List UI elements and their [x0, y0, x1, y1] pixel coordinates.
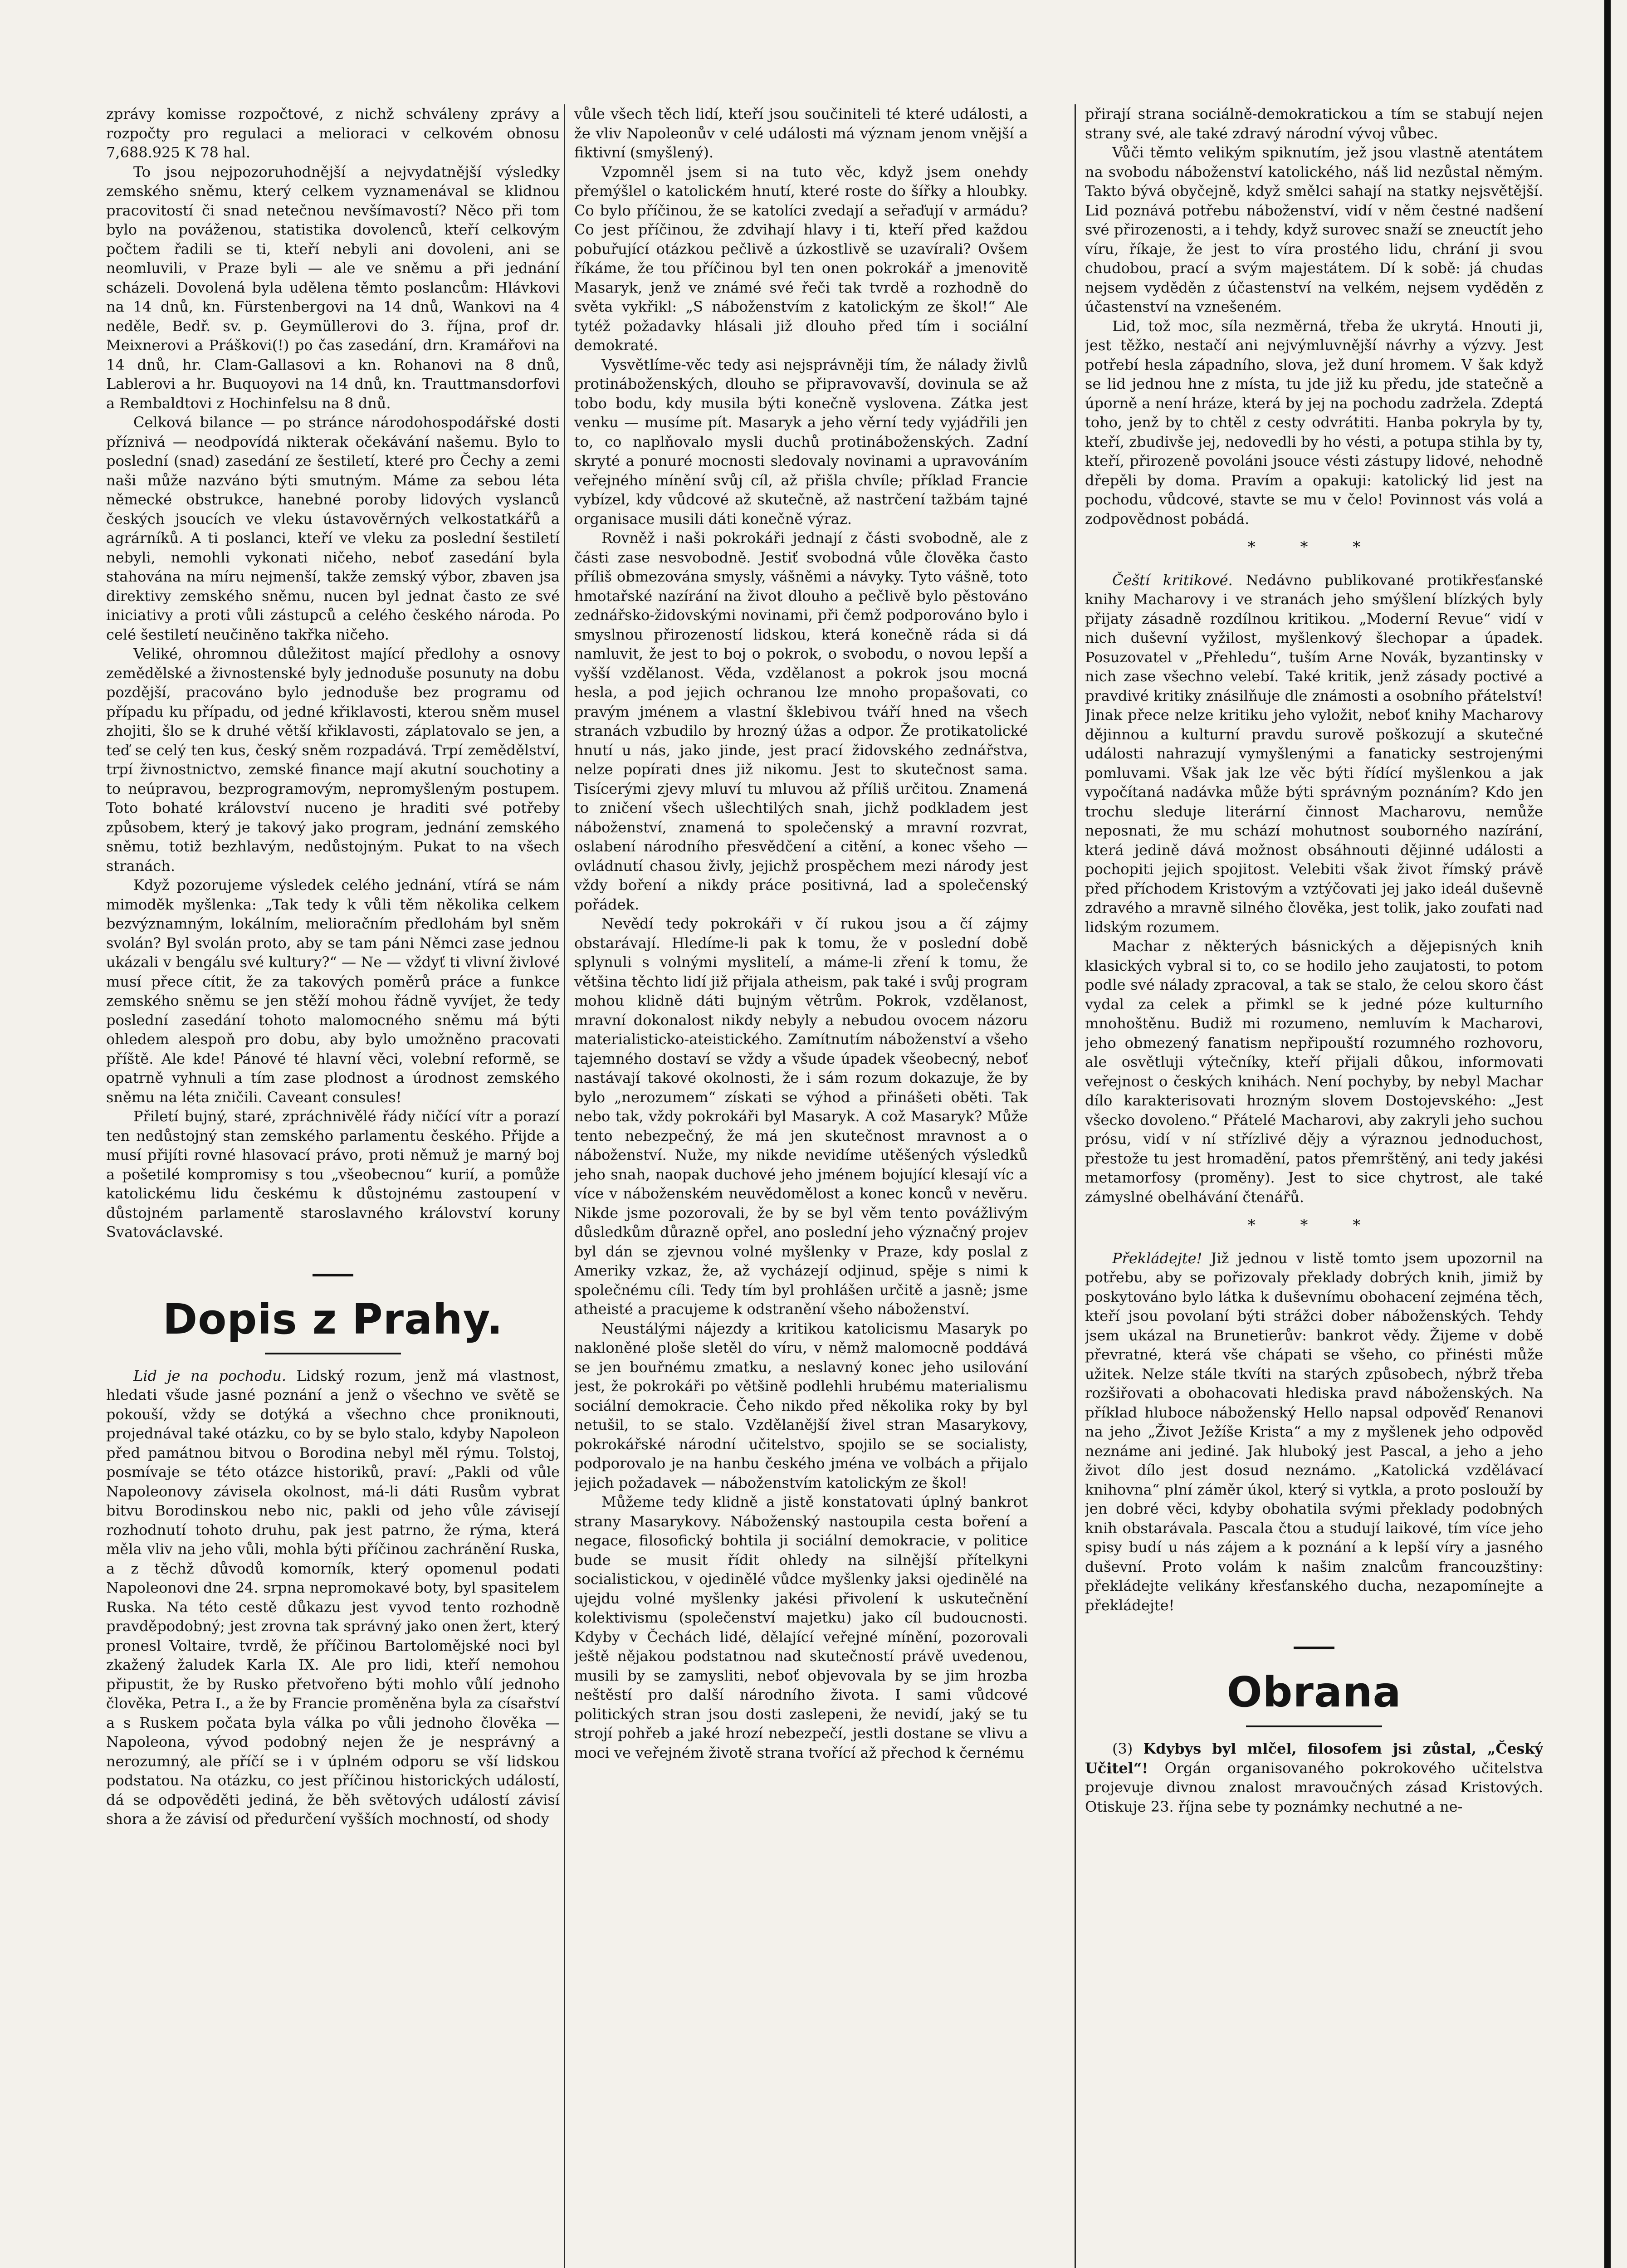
paragraph: Veliké, ohromnou důležitost mající předlohy a osnovy zemědělské a živnostenské byly jednoduše posunuty na dobu pozdější, pracováno bylo jednoduše bez programu od případu ku případu, od jedné křiklavosti, kterou sněm musel zhojiti, šlo se k druhé větší křiklavosti, záplatovalo se jen, a teď se celý ten kus, český sněm rozpadává. Trpí zemědělství, trpí živnostnictvo, zemské finance mají akutní souchotiny a to neúpravou, bezprogramovým, nepromyšleným postupem. Toto bohaté království nuceno je hraditi své potřeby způsobem, který je takový jako program, jednání zemského sněmu, totiž bezhlavým, nedůstojným. Pukat to na všech stranách.	[106, 645, 560, 875]
section-lead: Překládejte!	[1112, 1249, 1202, 1267]
heading-underline	[265, 1353, 401, 1354]
section-divider	[1294, 1647, 1334, 1649]
item-number: (3)	[1112, 1740, 1133, 1757]
column-middle	[574, 104, 1028, 2268]
paragraph: Celková bilance — po stránce národohospodářské dosti příznivá — neodpovídá nikterak očekávání našemu. Bylo to poslední (snad) zasedání ze šestiletí, které pro Čechy a zemi naši může nazváno býti smutným. Máme za sebou léta německé obstrukce, hanebné poroby lidových vyslanců českých jsoucích ve vleku ústavověrných velkostatkářů a agrárníků. A ti poslanci, kteří ve vleku za poslední šestiletí nebyli, nemohli vykonati ničeho, neboť zasedání byla stahována na míru nejmenší, takže zemský výbor, zbaven jsa direktivy zemského sněmu, nucen byl jednat často ze své iniciativy a proti vůli zástupců a celého českého národa. Po celé šestiletí neučiněno takřka ničeho.	[106, 414, 560, 643]
column-right	[1085, 104, 1543, 2268]
paragraph: přirají strana sociálně-demokratickou a tím se stabují nejen strany své, ale také zdravý národní vývoj vůbec.	[1085, 105, 1543, 142]
paragraph: Nedávno publikované protikřesťanské knihy Macharovy i ve stranách jeho smýšlení blízkých byly přijaty zásadně rozdílnou kritikou. „Moderní Revue“ vidí v nich duševní vyžilost, myšlenkový šlechopar a úpadek. Posuzovatel v „Přehledu“, tuším Arne Novák, byzantinsky v nich zase všechno velebí. Také kritik, jenž zásady poctivé a pravdivé kritiky znásilňuje dle známosti a osobního přátelství! Jinak přece nelze kritiku jeho vyložit, neboť knihy Macharovy dějinnou a kulturní pravdu surově poškozují a skutečné události nahrazují vymyšlenými a fanaticky sestrojenými pomluvami. Však jak lze věc býti řídící myšlenkou a jak vypočítaná nadávka může býti správným poznáním? Kdo jen trochu sleduje literární činnost Macharovu, nemůže neposnati, že mu schází mohutnost souborného nazírání, která jedině dává možnost obsáhnouti dějinné události a pochopiti jejich spojitost. Velebiti však život římský právě před příchodem Kristovým a vztýčovati jej jako ideál duševně zdravého a mravně silného člověka, jest tolik, jako zoufati nad lidským rozumem.	[1085, 571, 1543, 936]
paragraph: vůle všech těch lidí, kteří jsou součiniteli té které události, a že vliv Napoleonův v celé události má význam jenom vnější a fiktivní (smyšlený).	[574, 105, 1028, 161]
paragraph: Vůči těmto velikým spiknutím, jež jsou vlastně atentátem na svobodu náboženství katolického, náš lid nezůstal němým. Takto bývá obyčejně, když smělci sahají na statky nejsvětější. Lid poznává potřebu náboženství, vidí v něm čestné nadšení své přirozenosti, a i tehdy, když surovec snaží se zneuctít jeho víru, říkaje, že jest to víra prostého lidu, chrání ji svou chudobou, prací a svým majestátem. Dí k sobě: já chudas nejsem vyděděn z účastenství na velkém, nejsem vyděděn z účastenství na vznešeném.	[1085, 144, 1543, 315]
section-divider	[313, 1274, 353, 1276]
section-lead: Čeští kritikové.	[1112, 571, 1233, 589]
paragraph: Když pozorujeme výsledek celého jednání, vtírá se nám mimoděk myšlenka: „Tak tedy k vůli těm několika celkem bezvýznamným, lokálním, melioračním předlohám byl sněm svolán? Byl svolán proto, aby se tam páni Němci zase jednou ukázali v bengálu své kultury?“ — Ne — vždyť ti vlivní živlové musí přece cítit, že za takových poměrů práce a funkce zemského sněmu se jen stěží mohou řádně vyvíjet, že tedy poslední zasedání tohoto malomocného sněmu má býti ohledem alespoň pro dobu, aby bylo umožněno pracovati příště. Ale kde! Pánové té hlavní věci, volební reformě, se opatrně vyhnuli a tím zase plodnost a úrodnost zemského sněmu na léta zničili. Caveant consules!	[106, 876, 560, 1106]
section-stars: * * *	[1247, 1216, 1381, 1234]
paragraph: Přiletí bujný, staré, zpráchnivělé řády ničící vítr a porazí ten nedůstojný stan zemského parlamentu českého. Přijde a musí přijíti rovné hlasovací právo, proti němuž je marný boj a pošetilé kompromisy s tou „všeobecnou“ kurií, a pomůže katolickému lidu českému k důstojnému zastoupení v důstojném parlamentě staroslavného království koruny Svatováclavské.	[106, 1108, 560, 1241]
paragraph: Nevědí tedy pokrokáři v čí rukou jsou a čí zájmy obstarávají. Hledíme-li pak k tomu, že v poslední době splynuli s volnými myslitelí, a máme-li zření k tomu, že většina těchto lidí již přijala atheism, pak také i svůj program mohou klidně dáti bujným větrům. Pokrok, vzdělanost, mravní dokonalost nikdy nebyly a nebudou ovocem názoru materialisticko-ateistického. Zamítnutím náboženství a všeho tajemného dostaví se vždy a všude úpadek všeobecný, neboť nastávají takové okolnosti, že i sám rozum dokazuje, že by bylo „nerozumem“ získati se výhod a přinášeti oběti. Tak nebo tak, vždy pokrokáři byl Masaryk. A což Masaryk? Může tento nebezpečný, že má jen skutečnost mravnost a o náboženství. Nuže, my nikde nevidíme utěšených výsledků jeho snah, naopak duchové jeho jménem bojující klesají víc a více v náboženském neuvědomělost a konec konců v nevěru. Nikde jsme pozorovali, že by se byl věm tento povážlivým důsledkům důrazně opřel, ano poslední jeho význačný projev byl dán se zjevnou volné myšlenky v Praze, kdy poslal z Ameriky vzkaz, že, až vycházejí odjinud, spěje s nimi k společnému cíli. Tedy tím byl prohlášen určitě a jasně; jsme atheisté a pracujeme k odstranění všeho náboženství.	[574, 915, 1028, 1318]
article-lead: Lid je na pochodu.	[133, 1367, 287, 1384]
paragraph: Již jednou v listě tomto jsem upozornil na potřebu, aby se pořizovaly překlady dobrých knih, jimiž by poskytováno bylo látka k duševnímu obohacení zejména těch, kteří jsou povolaní býti strážci dober náboženských. Tehdy jsem ukázal na Brunetierův: bankrot vědy. Žijeme v době převratné, která vše chápati se všeho, co přinésti může užitek. Nelze stále tkvíti na starých způsobech, nýbrž třeba rozšiřovati a obohacovati hlediska pravd náboženských. Na příklad hluboce náboženský Hello napsal odpověď Renanovi na jeho „Život Ježíše Krista“ a my z myšlenek jeho odpověď neznáme ani jediné. Jak hluboký jest Pascal, a jeho a jeho život dílo jest dosud neznámo. „Katolická vzdělávací knihovna“ plní záměr úkol, který si vytkla, a proto poslouží by jen dobré věci, kdyby obohatila svými překlady podobných knih obstarávala. Pascala čtou a studují laikové, tím více jeho spisy budí u nás zájem a k poznání a k lepší víry a jasného duševní. Proto volám k našim znalcům francouzštiny: překládejte velikány křesťanského ducha, nezapomínejte a překládejte!	[1085, 1249, 1543, 1614]
paragraph: Lidský rozum, jenž má vlastnost, hledati všude jasné poznání a jenž o všechno ve světě se pokouší, vždy se dotýká a všechno chce proniknouti, projednával také otázku, co by se bylo stalo, kdyby Napoleon před památnou bitvou o Borodina nebyl měl rýmu. Tolstoj, posmívaje se této otázce historiků, praví: „Pakli od vůle Napoleonovy závisela okolnost, má-li dáti Rusům vybrat bitvu Borodinskou nebo nic, pakli od jeho vůle závisejí rozhodnutí tohoto druhu, pak jest patrno, že rýma, která měla vliv na jeho vůli, mohla býti příčinou zachránění Ruska, a z těchž důvodů komorník, který opomenul podati Napoleonovi dne 24. srpna nepromokavé boty, byl spasitelem Ruska. Na této cestě důkazu jest vyvod tento rozhodně pravděpodobný; jest zrovna tak správný jako onen žert, který pronesl Voltaire, tvrdě, že příčinou Bartolomějské noci byl zkažený žaludek Karla IX. Ale pro lidi, kteří nemohou připustit, že by Rusko přetvořeno býti mohlo vůlí jednoho člověka, Petra I., a že by Francie proměněna byla za císařství a s Ruskem počata byla válka po vůli jednoho člověka — Napoleona, vývod podobný nejen že je nesprávný a nerozumný, ale příčí se i v úplném odporu se vší lidskou podstatou. Na otázku, co jest příčinou historických událostí, dá se odpověděti jediná, že běh světových událostí závisí shora a že závisí od předurčení vyšších mochností, od shody	[106, 1367, 560, 1828]
column-left	[106, 104, 560, 2268]
paragraph: To jsou nejpozoruhodnější a nejvydatnější výsledky zemského sněmu, který celkem vyznamenával se klidnou pracovitostí či snad netečnou nevšímavostí? Něco při tom bylo na pováženou, statistika dovolenců, kteří celkovým počtem řadili se ti, kteří nebyli ani dovoleni, ani se neomluvili, v Praze byli — ale ve sněmu a při jednání scházeli. Dovolená byla udělena těmto poslancům: Hlávkovi na 14 dnů, kn. Fürstenbergovi na 14 dnů, Wankovi na 4 neděle, Bedř. sv. p. Geymüllerovi do 3. října, prof dr. Meixnerovi a Práškovi(!) po čas zasedání, drn. Kramářovi na 14 dnů, hr. Clam-Gallasovi a kn. Rohanovi na 8 dnů, Lablerovi a hr. Buquoyovi na 14 dnů, kn. Trauttmansdorfovi a Rembaldtovi z Hochinfelsu na 8 dnů.	[106, 163, 560, 412]
paragraph: Můžeme tedy klidně a jistě konstatovati úplný bankrot strany Masarykovy. Náboženský nastoupila cesta boření a negace, filosofický bohtila ji sociální demokracie, v politice bude se musit řídit ohledy na silnější přítelkyni socialistickou, v ojedinělé vůdce myšlenky jaksi ojedinělé na ujejdu volné myšlenky jakési přivolení k uskutečnění kolektivismu (společenství majetku) jako cíl budoucnosti. Kdyby v Čechách lidé, dělající veřejné mínění, pozorovali ještě nějakou podstatnou nad skutečností právě uvedenou, musili by se zamysliti, neboť objevovala by se jim hrozba neštěstí pro další národního života. I sami vůdcové politických stran jsou dosti zaslepeni, že nevidí, jaký se tu strojí pohřeb a jaké hrozí nebezpečí, jestli dostane se vlivu a moci ve veřejném životě strana tvořící až přechod k černému	[574, 1493, 1028, 1761]
section-stars: * * *	[1247, 538, 1381, 556]
paragraph: Rovněž i naši pokrokáři jednají z části svobodně, ale z části zase nesvobodně. Jestiť svobodná vůle člověka často příliš obmezována smysly, vášněmi a návyky. Tyto vášně, toto hmotařské nazírání na život dlouho a pečlivě bylo pěstováno zednářsko-židovskými novinami, při čemž podporováno bylo i smyslnou přirozeností lidskou, která konečně ráda si dá namluvit, že jest to boj o pokrok, o svobodu, o novou lepší a vyšší vzdělanost. Věda, vzdělanost a pokrok jsou mocná hesla, a pod jejich ochranou lze mnoho propašovati, co pravým jménem a vlastní šklebivou tváří hned na všech stranách vzbudilo by hrozný úžas a odpor. Že protikatolické hnutí u nás, jako jinde, jest prací židovského zednářstva, nelze popírati dnes již nikomu. Jest to skutečnost sama. Tisícerými zjevy mluví tu mluvou až příliš určitou. Znamená to zničení všech ušlechtilých snah, jichž podkladem jest náboženství, znamená to společenský a mravní rozvrat, oslabení národního přesvědčení a citění, a konec všeho — ovládnutí chasou živly, jejichž prospěchem mezi národy jest vždy boření a nikdy práce positivná, lad a společenský pořádek.	[574, 529, 1028, 913]
paragraph: Machar z některých básnických a dějepisných knih klasických vybral si to, co se hodilo jeho zaujatosti, to potom podle své nálady zpracoval, a tak se stalo, že celou skoro část vydal za celek a přimkl se k jedné póze kulturního mnohoštěnu. Budiž mi rozumeno, nemluvím k Macharovi, jeho obmezený fanatism nepřipouští rozumného rozhovoru, ale osvětluji výtečníky, kteří přijali důkou, informovati veřejnost o českých knihách. Není pochyby, by nebyl Machar dílo karakterisovati hrozným slovem Dostojevského: „Jest všecko dovoleno.“ Přátelé Macharovi, aby zakryli jeho suchou prósu, vidí v ní střízlivé dějy a výraznou jednoduchost, přestože tu jest hromadění, patos přemrštěný, ani tedy jakési metamorfosy (proměny). Jest to sice chytrost, ale také zámyslné obelhávání čtenářů.	[1085, 938, 1543, 1206]
paragraph: zprávy komisse rozpočtové, z nichž schváleny zprávy a rozpočty pro regulaci a melioraci v celkovém obnosu 7,688.925 K 78 hal.	[106, 105, 560, 161]
paragraph: Orgán organisovaného pokrokového učitelstva projevuje divnou znalost mravoučných zásad Kristových. Otiskuje 23. října sebe ty poznámky nechutné a ne-	[1085, 1759, 1543, 1815]
article-heading: Dopis z Prahy.	[162, 1295, 503, 1344]
column-divider	[564, 104, 565, 2268]
paragraph: Vzpomněl jsem si na tuto věc, když jsem onehdy přemýšlel o katolickém hnutí, které roste do šířky a hloubky. Co bylo příčinou, že se katolíci zvedají a seřaďují v armádu? Co jest příčinou, že zdvihají hlavy i ti, kteří před každou pobuřující otázkou pečlivě a úzkostlivě se uzavírali? Ovšem říkáme, že tou příčinou byl ten onen pokrokář a jmenovitě Masaryk, jenž ve známé své řeči tak tvrdě a rozhodně do světa vykřikl: „S náboženstvím z katolickým ze škol!“ Ale tytéž požadavky hlásali již dlouho před tím i sociální demokraté.	[574, 163, 1028, 354]
section-lead: Kdybys byl mlčel, filosofem jsi zůstal, „Český Učitel“!	[1085, 1740, 1543, 1777]
heading-underline	[1246, 1725, 1382, 1727]
column-divider	[1075, 104, 1076, 2268]
paragraph: Lid, tož moc, síla nezměrná, třeba že ukrytá. Hnouti ji, jest těžko, nestačí ani nejvýmluvnější návrhy a výzvy. Jest potřebí hesla západního, slova, jež duní hromem. V šak když se lid jednou hne z místa, tu jde již ku předu, jde statečně a úporně a není hráze, která by jej na pochodu zadržela. Zdeptá toho, jenž by to chtěl z cesty odvrátiti. Hanba pokryla by ty, kteří, zbudivše jej, nedovedli by ho vésti, a potupa stihla by ty, kteří, přirozeně povoláni jsouce vésti zástupy lidové, nehodně dřepěli by doma. Pravím a opakuji: katolický lid jest na pochodu, vůdcové, stavte se mu v čelo! Povinnost vás volá a zodpovědnost pobádá.	[1085, 317, 1543, 528]
page-edge-rule	[1604, 0, 1611, 2268]
article-heading: Obrana	[1226, 1668, 1402, 1716]
paragraph: Vysvětlíme-věc tedy asi nejsprávněji tím, že nálady živlů protináboženských, dlouho se připravovavší, dovinula se až tobo bodu, kdy musila býti konečně vyslovena. Zátka jest venku — musíme pít. Masaryk a jeho věrní tedy vyjádřili jen to, co naplňovalo mysli duchů protináboženských. Zadní skryté a ponuré mocnosti sledovaly novinami a upravováním veřejného mínění svůj cíl, až přišla chvíle; příklad Francie vybízel, kdy vůdcové až skutečně, až nastrčení tažbám tajné organisace musili dáti konečně výraz.	[574, 356, 1028, 528]
paragraph: Neustálými nájezdy a kritikou katolicismu Masaryk po nakloněné ploše sletěl do víru, v němž malomocně poddává se jen bouřnému zmatku, a neslavný konec jeho usilování jest, že pokrokáři po většině podlehli hrubému materialismu sociální demokracie. Čeho nikdo před několika roky by byl netušil, to se stalo. Vzdělanější živel stran Masarykovy, pokrokářské národní učitelstvo, spojilo se se socialisty, podporovalo je na hanbu českého jména ve volbách a přijalo jejich požadavek — náboženstvím katolickým ze škol!	[574, 1320, 1028, 1491]
